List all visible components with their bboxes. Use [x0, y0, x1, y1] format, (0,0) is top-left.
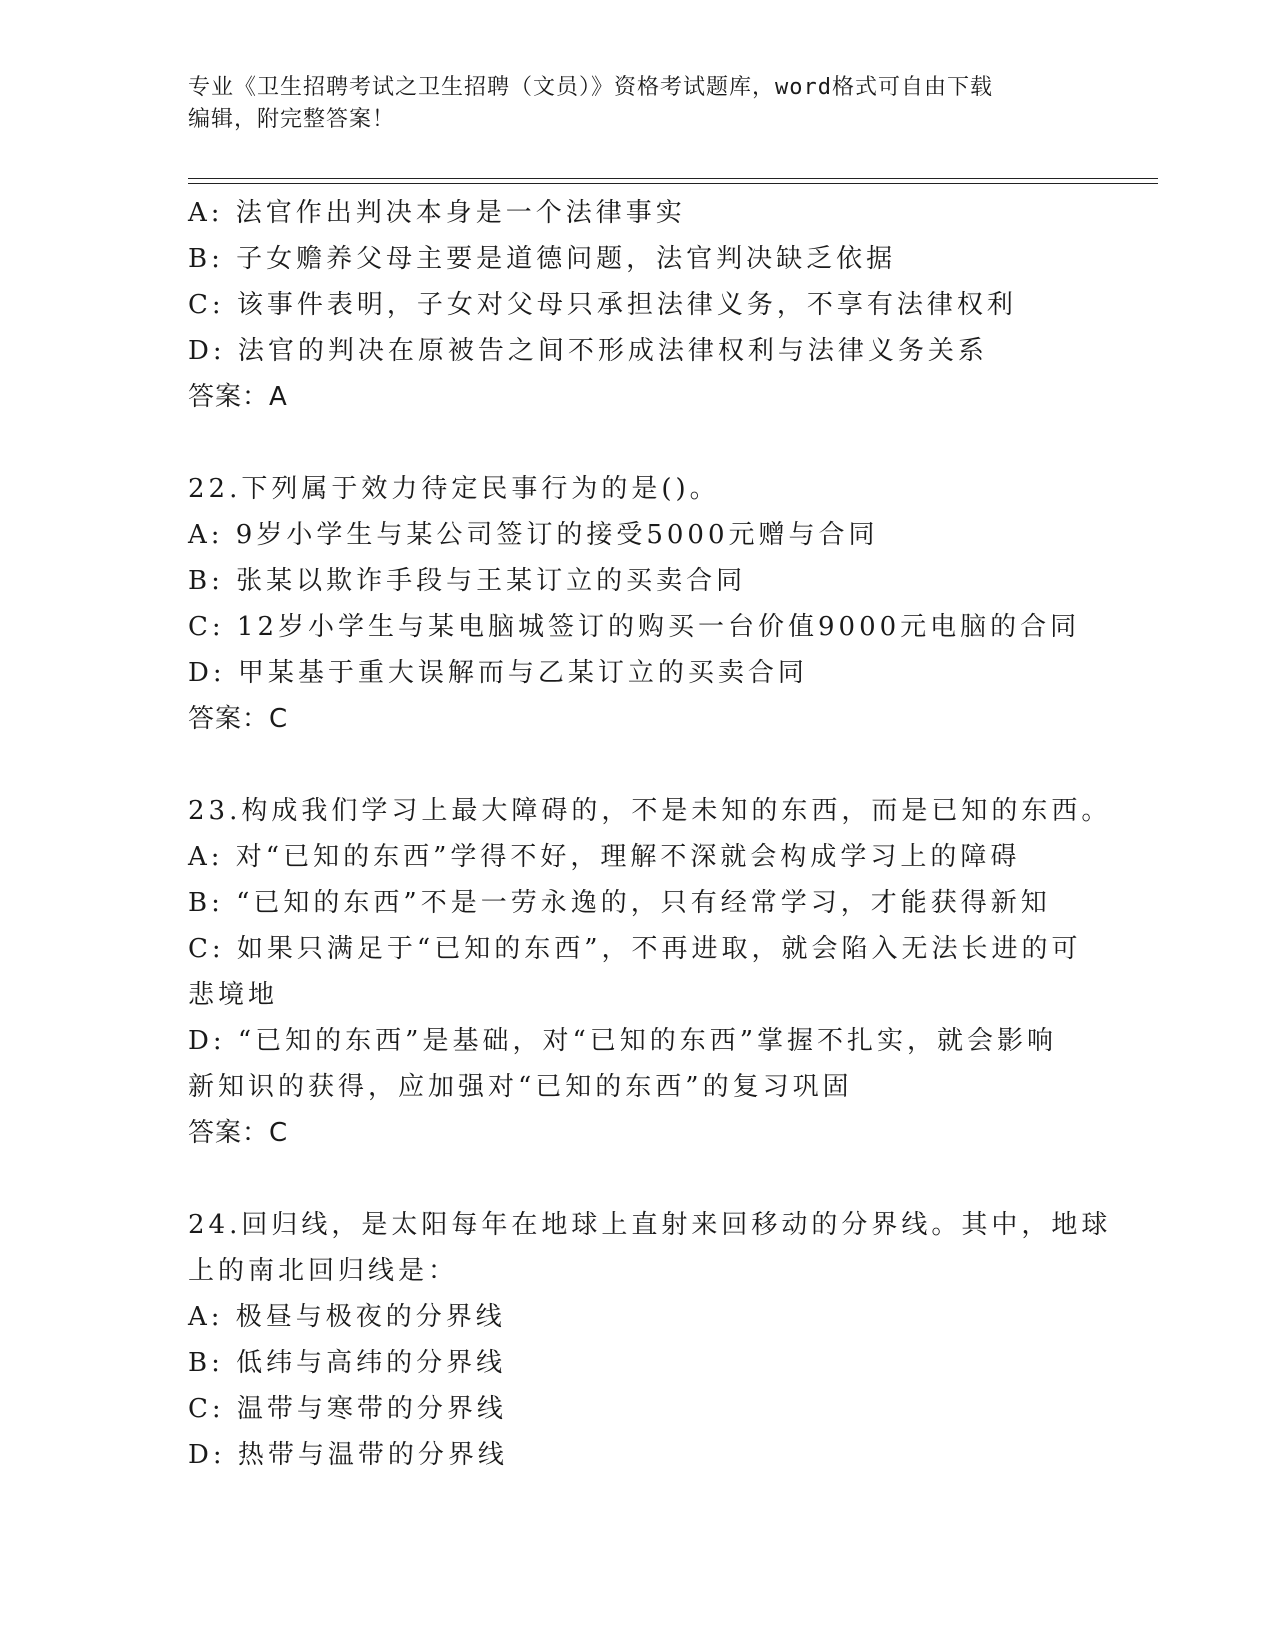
q24-option-c: C: 温带与寒带的分界线 — [188, 1394, 507, 1424]
q24-option-b: B: 低纬与高纬的分界线 — [188, 1348, 507, 1378]
q24-question-line-2: 上的南北回归线是： — [188, 1256, 459, 1286]
q21-option-c: C: 该事件表明，子女对父母只承担法律义务，不享有法律权利 — [188, 290, 1017, 320]
q22-option-d: D: 甲某基于重大误解而与乙某订立的买卖合同 — [188, 658, 808, 688]
spacer — [188, 742, 1088, 788]
q23-option-a: A: 对“已知的东西”学得不好，理解不深就会构成学习上的障碍 — [188, 842, 1021, 872]
document-header — [188, 72, 1088, 136]
question-24 — [188, 1202, 1112, 1478]
q24-option-a: A: 极昼与极夜的分界线 — [188, 1302, 506, 1332]
q24-option-d: D: 热带与温带的分界线 — [188, 1440, 508, 1470]
q23-option-d-line-2: 新知识的获得，应加强对“已知的东西”的复习巩固 — [188, 1072, 853, 1102]
q22-answer: 答案：C — [188, 704, 289, 734]
spacer — [188, 1156, 1088, 1202]
header-line-1: 专业《卫生招聘考试之卫生招聘（文员）》资格考试题库，word格式可自由下载 — [188, 75, 993, 100]
spacer — [188, 420, 1088, 466]
q23-option-b: B: “已知的东西”不是一劳永逸的，只有经常学习，才能获得新知 — [188, 888, 1051, 918]
q23-option-c-line-2: 悲境地 — [188, 980, 279, 1010]
q22-option-a: A: 9岁小学生与某公司签订的接受5000元赠与合同 — [188, 520, 879, 550]
q22-question: 22.下列属于效力待定民事行为的是()。 — [188, 474, 720, 504]
q22-option-c: C: 12岁小学生与某电脑城签订的购买一台价值9000元电脑的合同 — [188, 612, 1081, 642]
question-22 — [188, 466, 1088, 742]
header-line-2: 编辑，附完整答案！ — [188, 107, 396, 132]
header-divider — [188, 178, 1158, 184]
q21-answer: 答案：A — [188, 382, 288, 412]
q22-option-b: B: 张某以欺诈手段与王某订立的买卖合同 — [188, 566, 747, 596]
q23-option-d-line-1: D: “已知的东西”是基础，对“已知的东西”掌握不扎实，就会影响 — [188, 1026, 1058, 1056]
q23-question: 23.构成我们学习上最大障碍的，不是未知的东西，而是已知的东西。 — [188, 796, 1112, 826]
question-21 — [188, 190, 1088, 420]
q21-option-a: A: 法官作出判决本身是一个法律事实 — [188, 198, 686, 228]
q21-option-b: B: 子女赡养父母主要是道德问题，法官判决缺乏依据 — [188, 244, 897, 274]
q23-answer: 答案：C — [188, 1118, 289, 1148]
q21-option-d: D: 法官的判决在原被告之间不形成法律权利与法律义务关系 — [188, 336, 988, 366]
document-body — [188, 190, 1112, 1478]
q24-question-line-1: 24.回归线，是太阳每年在地球上直射来回移动的分界线。其中，地球 — [188, 1210, 1112, 1240]
q23-option-c-line-1: C: 如果只满足于“已知的东西”，不再进取，就会陷入无法长进的可 — [188, 934, 1082, 964]
question-23 — [188, 788, 1112, 1156]
